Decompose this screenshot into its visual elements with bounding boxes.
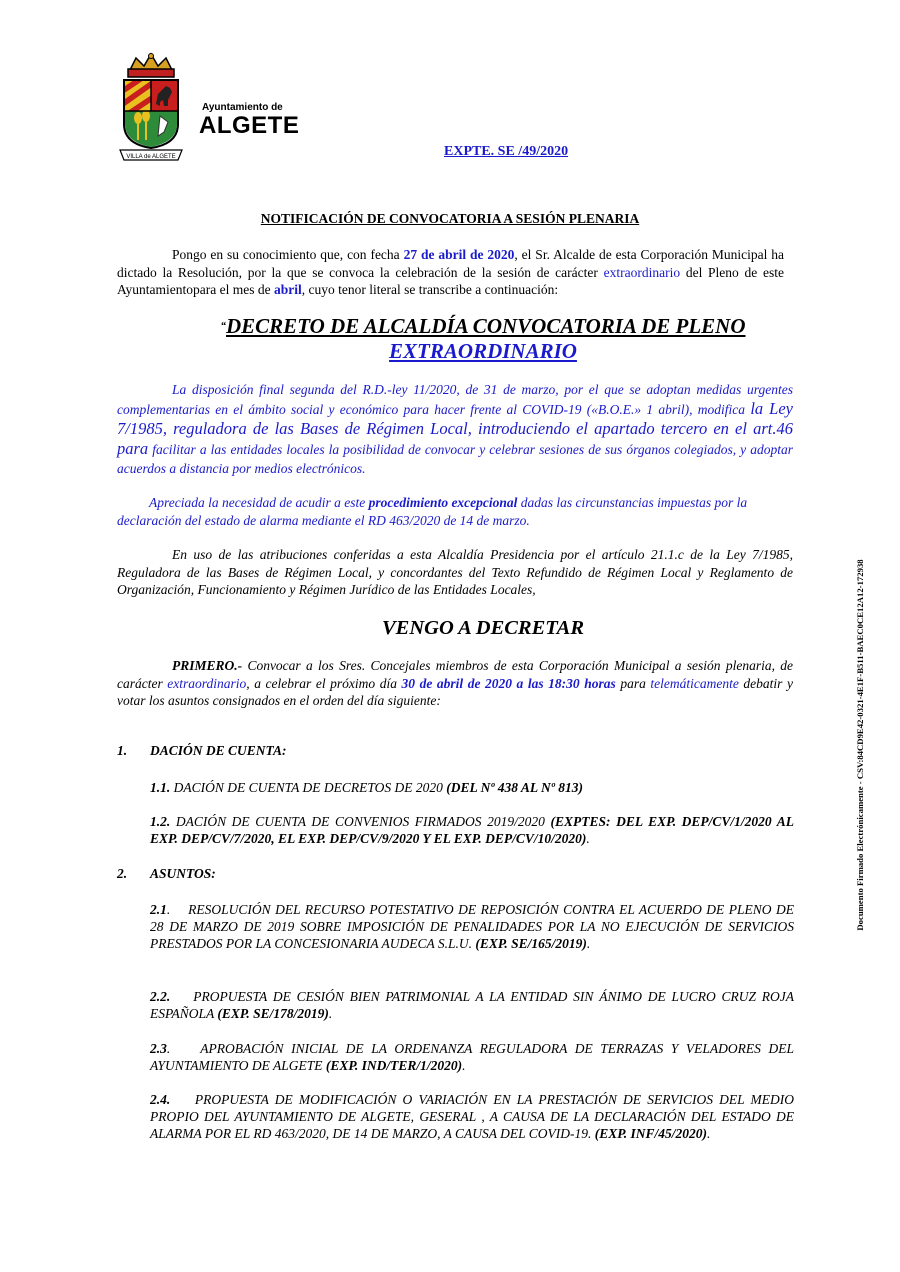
decree-paragraph-exceptional: Apreciada la necesidad de acudir a este procedimiento excepcional dadas las circunstancias impuestas por la declaración del estado de alarma mediante el RD 463/2020 de 14 de marzo. [117, 495, 748, 528]
electronic-signature-note [848, 520, 872, 970]
agenda-item-1-2: 1.2. DACIÓN DE CUENTA DE CONVENIOS FIRMADOS 2019/2020 (EXPTES: DEL EXP. DEP/CV/1/2020 AL EXP. DEP/CV/7/2020, EL EXP. DEP/CV/9/2020 Y EL EXP. DEP/CV/10/2020). [150, 814, 795, 846]
agenda-section-1: 1. DACIÓN DE CUENTA: [117, 743, 287, 758]
session-month: abril [273, 282, 302, 297]
crest-logo [116, 52, 186, 162]
csv-code: Documento Firmado Electrónicamente - CSV:84CD9E42-0321-4E1F-B511-BAEC0CE12A12-172938 [855, 559, 865, 931]
vengo-a-decretar-heading: VENGO A DECRETAR [381, 617, 585, 639]
agenda-item-2-2: 2.2. PROPUESTA DE CESIÓN BIEN PATRIMONIAL A LA ENTIDAD SIN ÁNIMO DE LUCRO CRUZ ROJA ESPAÑOLA (EXP. SE/178/2019). [150, 989, 798, 1021]
agenda-item-2-4: 2.4. PROPUESTA DE MODIFICACIÓN O VARIACIÓN EN LA PRESTACIÓN DE SERVICIOS DEL MEDIO PROPIO DEL AYUNTAMIENTO DE ALGETE, GESERAL , A CAUSA DE LA DECLARACIÓN DEL ESTADO DE ALARMA POR EL RD 463/2020, DE 14 DE MARZO, A CAUSA DEL COVID-19. (EXP. INF/45/2020). [150, 1092, 798, 1141]
decree-paragraph-attributions: En uso de las atribuciones conferidas a esta Alcaldía Presidencia por el artículo 21.1.c de la Ley 7/1985, Reguladora de las Bases de Régimen Local, y concordantes del Texto Refundido de Régimen Local y Reglamento de Organización, Funcionamiento y Régimen Jurídico de las Entidades Locales, [117, 547, 793, 597]
decree-title-line2: EXTRAORDINARIO [389, 339, 577, 363]
agenda-item-2-1: 2.1. RESOLUCIÓN DEL RECURSO POTESTATIVO DE REPOSICIÓN CONTRA EL ACUERDO DE PLENO DE 28 DE MARZO DE 2019 SOBRE IMPOSICIÓN DE PENALIDADES POR LA NO EJECUCIÓN DE SERVICIOS PRESTADOS POR LA CONCESIONARIA AUDECA S.L.U. (EXP. SE/165/2019). [150, 902, 798, 951]
session-kind: extraordinario [603, 264, 681, 280]
agenda-item-2-3: 2.3. APROBACIÓN INICIAL DE LA ORDENANZA REGULADORA DE TERRAZAS Y VELADORES DEL AYUNTAMIENTO DE ALGETE (EXP. IND/TER/1/2020). [150, 1041, 798, 1073]
org-subtitle: Ayuntamiento de [202, 102, 283, 113]
notice-title: NOTIFICACIÓN DE CONVOCATORIA A SESIÓN PLENARIA [260, 211, 640, 226]
decree-title: “DECRETO DE ALCALDÍA CONVOCATORIA DE PLENO EXTRAORDINARIO [220, 314, 746, 363]
expediente-number: EXPTE. SE /49/2020 [444, 144, 569, 159]
session-datetime: 30 de abril de 2020 a las 18:30 horas [401, 675, 616, 691]
decree-paragraph-legal-basis: La disposición final segunda del R.D.-ley 11/2020, de 31 de marzo, por el que se adoptan medidas urgentes complementarias en el ámbito social y económico para hacer frente al COVID-19 («B.O.E.» 1 abril), modifica la Ley 7/1985, reguladora de las Bases de Régimen Local, introduciendo el apartado tercero en el art.46 para facilitar a las entidades locales la posibilidad de convocar y celebrar sesiones de sus órganos colegiados, y adoptar acuerdos a distancia por medios electrónicos. [117, 382, 793, 476]
primero-paragraph: PRIMERO.- Convocar a los Sres. Concejales miembros de esta Corporación Municipal a sesión plenaria, de carácter extraordinario, a celebrar el próximo día 30 de abril de 2020 a las 18:30 horas para telemáticamente debatir y votar los asuntos consignados en el orden del día siguiente: [117, 658, 793, 708]
agenda-section-2: 2. ASUNTOS: [117, 866, 216, 881]
decree-title-line1: DECRETO DE ALCALDÍA CONVOCATORIA DE PLENO [226, 314, 746, 338]
intro-paragraph: Pongo en su conocimiento que, con fecha 27 de abril de 2020, el Sr. Alcalde de esta Corporación Municipal ha dictado la Resolución, por la que se convoca la celebración de la sesión de carácter extraordinario del Pleno de este Ayuntamientopara el mes de abril, cuyo tenor literal se transcribe a continuación: [117, 247, 784, 297]
notice-date: 27 de abril de 2020 [403, 247, 515, 262]
org-name: ALGETE [199, 112, 300, 139]
svg-text:VILLA de ALGETE: VILLA de ALGETE [126, 154, 176, 160]
agenda-item-1-1: 1.1. DACIÓN DE CUENTA DE DECRETOS DE 2020 (DEL Nº 438 AL Nº 813) [150, 780, 583, 795]
